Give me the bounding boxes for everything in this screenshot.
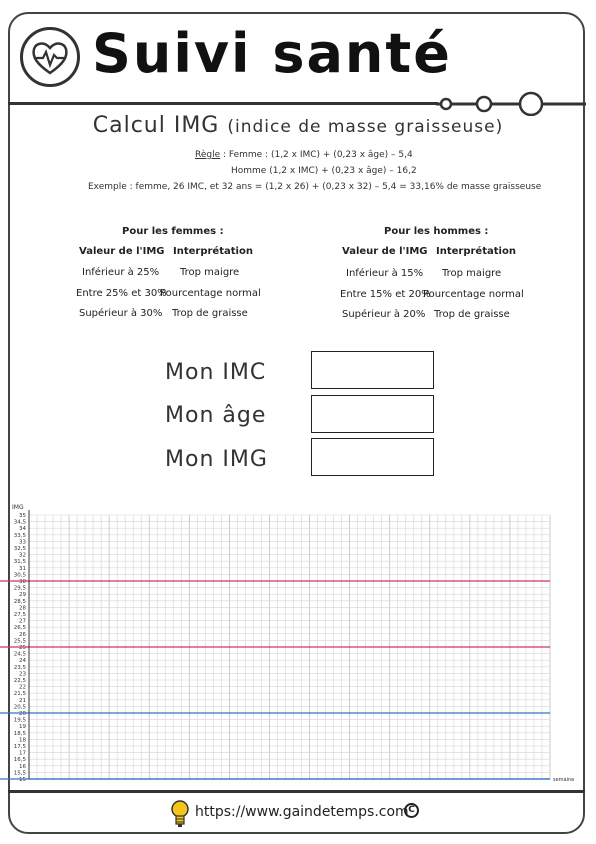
formula-example: Exemple : femme, 26 IMC, et 32 ans = (1,2 x 26) + (0,23 x 32) – 5,4 = 33,16% de masse graisseuse xyxy=(88,182,542,192)
y-tick-label: 21 xyxy=(19,697,26,704)
y-tick-label: 24 xyxy=(19,658,26,665)
y-tick-label: 18,5 xyxy=(13,730,26,737)
y-tick-label: 34 xyxy=(19,526,26,533)
y-tick-label: 26,5 xyxy=(13,625,26,632)
footer-divider xyxy=(8,790,585,793)
women-row-meaning: Trop maigre xyxy=(180,267,240,278)
men-row-value: Supérieur à 20% xyxy=(342,309,426,320)
y-tick-label: 29 xyxy=(19,592,26,599)
imc-label: Mon IMC xyxy=(165,360,267,385)
section-title-sub: (indice de masse graisseuse) xyxy=(227,117,504,137)
app-title: Suivi santé xyxy=(92,22,452,85)
men-row-value: Inférieur à 15% xyxy=(346,268,424,279)
men-row-meaning: Pourcentage normal xyxy=(423,289,524,300)
y-tick-label: 15,5 xyxy=(13,770,26,777)
women-heading: Pour les femmes : xyxy=(122,226,224,237)
img-tracking-chart xyxy=(0,500,596,790)
img-input[interactable] xyxy=(311,438,434,476)
y-tick-label: 29,5 xyxy=(13,585,26,592)
men-row-meaning: Trop maigre xyxy=(442,268,502,279)
women-col-meaning: Interprétation xyxy=(173,246,253,257)
y-tick-label: 20 xyxy=(19,711,26,717)
y-tick-label: 27,5 xyxy=(13,612,26,618)
y-tick-label: 25 xyxy=(19,645,26,651)
formula-femme xyxy=(195,150,413,160)
y-tick-label: 34,5 xyxy=(13,519,26,526)
age-input[interactable] xyxy=(311,395,434,433)
y-tick-label: 32,5 xyxy=(13,546,26,552)
y-tick-label: 33 xyxy=(19,539,26,546)
y-tick-label: 33,5 xyxy=(13,532,26,539)
x-axis-label: semaine xyxy=(553,777,575,783)
heart-pulse-icon xyxy=(20,27,80,87)
y-tick-label: 31 xyxy=(19,565,26,572)
y-tick-label: 19,5 xyxy=(13,717,26,724)
men-row-value: Entre 15% et 20% xyxy=(340,289,431,300)
y-tick-label: 32 xyxy=(19,552,26,559)
y-tick-label: 31,5 xyxy=(13,559,26,566)
y-tick-label: 27 xyxy=(19,618,26,625)
lightbulb-icon xyxy=(170,798,190,830)
women-row-value: Supérieur à 30% xyxy=(79,308,163,319)
y-tick-label: 18 xyxy=(19,737,26,744)
y-tick-label: 30 xyxy=(19,579,26,585)
women-row-meaning: Pourcentage normal xyxy=(160,288,261,299)
y-tick-label: 20,5 xyxy=(13,704,26,711)
y-axis-label: IMG xyxy=(12,504,24,511)
y-tick-label: 28,5 xyxy=(13,598,26,605)
y-tick-label: 23,5 xyxy=(13,664,26,671)
y-tick-label: 17 xyxy=(19,750,26,757)
y-tick-label: 19 xyxy=(19,724,26,731)
women-col-value: Valeur de l'IMG xyxy=(79,246,165,257)
y-tick-label: 22 xyxy=(19,684,26,691)
women-row-value: Inférieur à 25% xyxy=(82,267,160,278)
formula-homme: Homme (1,2 x IMC) + (0,23 x âge) – 16,2 xyxy=(231,166,417,176)
y-tick-label: 17,5 xyxy=(13,744,26,750)
women-row-value: Entre 25% et 30% xyxy=(76,288,167,299)
header-divider xyxy=(8,102,438,105)
men-col-meaning: Interprétation xyxy=(436,246,516,257)
rule-separator: : xyxy=(220,150,229,160)
copyright-icon: C xyxy=(404,803,419,818)
y-tick-label: 26 xyxy=(19,631,26,638)
women-row-meaning: Trop de graisse xyxy=(172,308,248,319)
y-tick-label: 25,5 xyxy=(13,638,26,645)
y-tick-label: 35 xyxy=(19,513,26,519)
section-title-main: Calcul IMG xyxy=(92,113,220,138)
y-tick-label: 15 xyxy=(19,777,26,783)
men-row-meaning: Trop de graisse xyxy=(434,309,510,320)
y-tick-label: 30,5 xyxy=(13,572,26,579)
section-title xyxy=(0,113,596,138)
y-tick-label: 16,5 xyxy=(13,757,26,764)
y-tick-label: 16 xyxy=(19,763,26,770)
age-label: Mon âge xyxy=(165,403,267,428)
footer-url[interactable]: https://www.gaindetemps.com xyxy=(195,804,409,820)
formula-femme-text: Femme : (1,2 x IMC) + (0,23 x âge) – 5,4 xyxy=(228,150,413,160)
y-tick-label: 24,5 xyxy=(13,651,26,658)
imc-input[interactable] xyxy=(311,351,434,389)
men-col-value: Valeur de l'IMG xyxy=(342,246,428,257)
men-heading: Pour les hommes : xyxy=(384,226,489,237)
y-tick-label: 23 xyxy=(19,671,26,678)
img-label: Mon IMG xyxy=(165,447,268,472)
y-tick-label: 22,5 xyxy=(13,678,26,684)
y-tick-label: 21,5 xyxy=(13,691,26,698)
y-tick-label: 28 xyxy=(19,605,26,612)
rule-label: Règle xyxy=(195,150,221,160)
